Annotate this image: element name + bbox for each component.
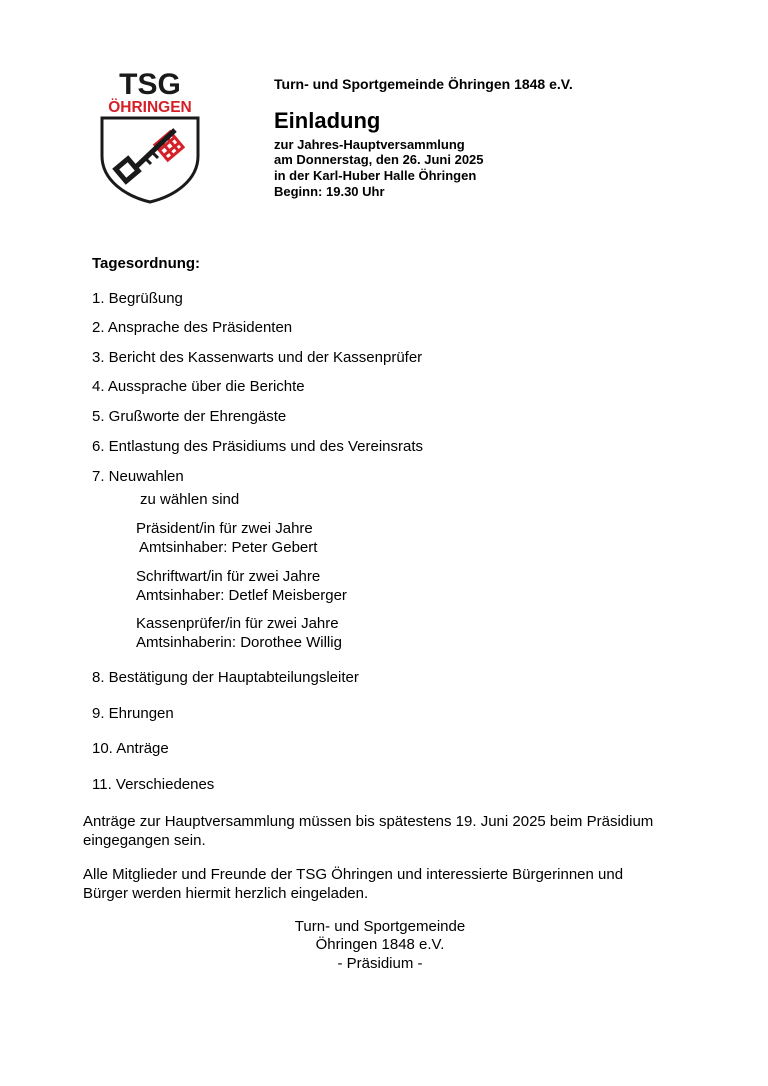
agenda-heading: Tagesordnung: [92,255,201,272]
election-holder: Amtsinhaberin: Dorothee Willig [136,634,342,651]
election-holder: Amtsinhaber: Peter Gebert [139,539,318,556]
note-line: Bürger werden hiermit herzlich eingeladen. [83,885,369,902]
agenda-item: 6. Entlastung des Präsidiums und des Vereinsrats [92,438,424,455]
election-role: Kassenprüfer/in für zwei Jahre [136,615,339,632]
election-role: Präsident/in für zwei Jahre [136,520,313,537]
note-line: Anträge zur Hauptversammlung müssen bis spätestens 19. Juni 2025 beim Präsidium [83,813,654,830]
signature-line: Turn- und Sportgemeinde [294,918,466,935]
agenda-item: 5. Grußworte der Ehrengäste [92,408,287,425]
agenda-item: 1. Begrüßung [92,290,183,307]
document-title: Einladung [274,108,381,133]
tsg-crest-icon [97,68,203,204]
agenda-item: 3. Bericht des Kassenwarts und der Kassenprüfer [92,349,423,366]
signature-line: - Präsidium - [337,955,423,972]
agenda-item: 10. Anträge [92,740,169,757]
header-line: zur Jahres-Hauptversammlung [274,137,465,152]
note-paragraph [83,812,653,850]
logo-line1: TSG [119,68,181,101]
agenda-item: 4. Aussprache über die Berichte [92,378,305,395]
agenda-item: 11. Verschiedenes [92,776,215,793]
logo-line2: ÖHRINGEN [108,99,192,116]
election-holder: Amtsinhaber: Detlef Meisberger [136,587,347,604]
agenda-item: 2. Ansprache des Präsidenten [92,319,293,336]
agenda-item: 8. Bestätigung der Hauptabteilungsleiter [92,669,359,686]
header-line: am Donnerstag, den 26. Juni 2025 [274,152,484,167]
header-line: in der Karl-Huber Halle Öhringen [274,168,477,183]
elections-intro: zu wählen sind [140,491,240,508]
election-role: Schriftwart/in für zwei Jahre [136,568,321,585]
note-paragraph [83,865,623,903]
agenda-item: 9. Ehrungen [92,705,174,722]
header-line: Beginn: 19.30 Uhr [274,184,385,199]
note-line: eingegangen sein. [83,832,206,849]
agenda-item: 7. Neuwahlen [92,468,184,485]
organization-name: Turn- und Sportgemeinde Öhringen 1848 e.V. [274,76,573,92]
club-logo [97,68,203,204]
note-line: Alle Mitglieder und Freunde der TSG Öhringen und interessierte Bürgerinnen und [83,866,624,883]
signature-line: Öhringen 1848 e.V. [315,936,445,953]
